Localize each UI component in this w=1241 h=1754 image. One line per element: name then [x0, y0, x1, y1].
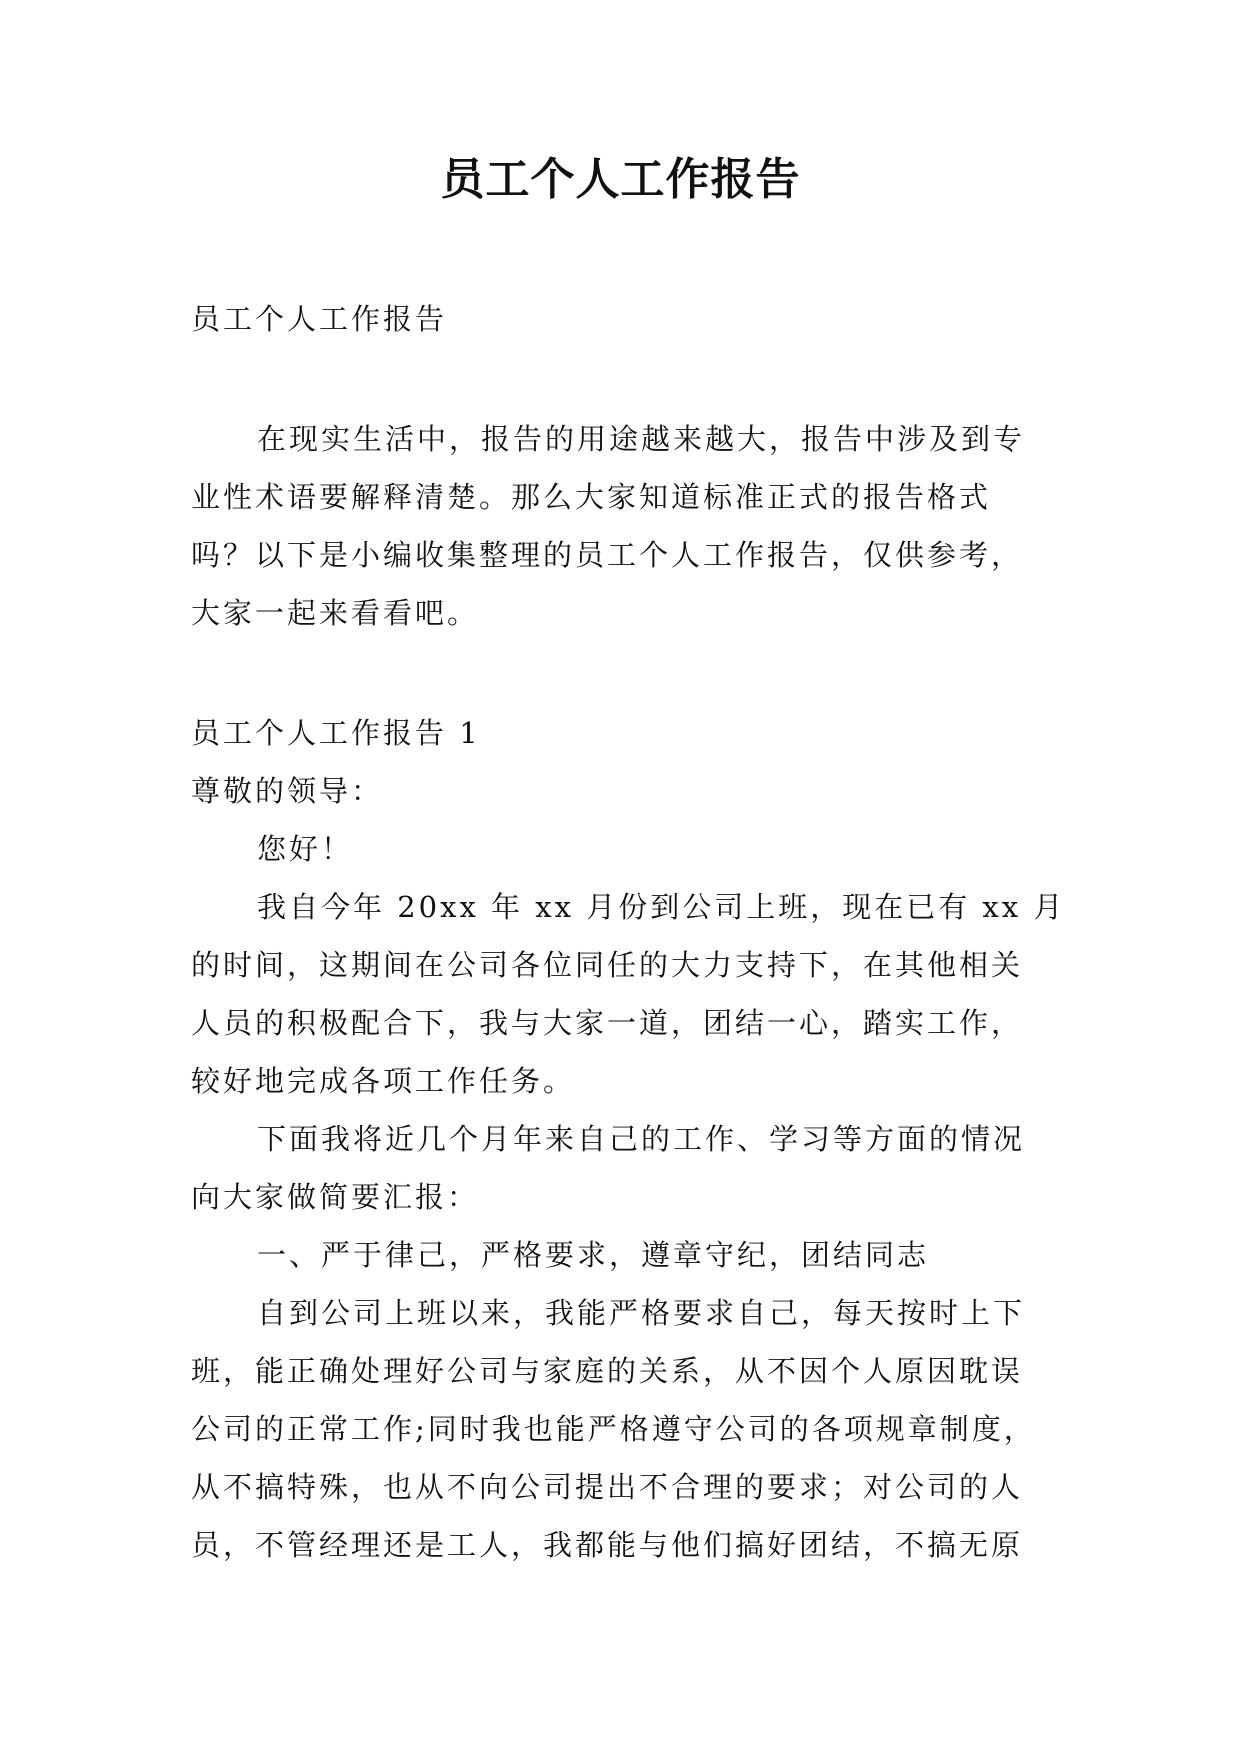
paragraph-line: 人员的积极配合下，我与大家一道，团结一心，踏实工作，	[191, 1006, 1024, 1040]
paragraph-line: 向大家做简要汇报：	[191, 1180, 480, 1214]
paragraph-line: 下面我将近几个月年来自己的工作、学习等方面的情况	[257, 1122, 1026, 1156]
salutation: 尊敬的领导：	[191, 774, 384, 808]
paragraph-line: 较好地完成各项工作任务。	[191, 1064, 576, 1098]
paragraph-line: 班，能正确处理好公司与家庭的关系，从不因个人原因耽误	[191, 1354, 1024, 1388]
paragraph-line: 的时间，这期间在公司各位同任的大力支持下，在其他相关	[191, 948, 1024, 982]
document-title: 员工个人工作报告	[440, 154, 801, 205]
section-heading: 一、严于律己，严格要求，遵章守纪，团结同志	[257, 1238, 930, 1272]
report-heading: 员工个人工作报告 1	[191, 716, 481, 750]
intro-line: 在现实生活中，报告的用途越来越大，报告中涉及到专	[257, 422, 1026, 456]
spacer	[191, 348, 1073, 410]
intro-line: 大家一起来看看吧。	[191, 596, 480, 630]
spacer	[191, 642, 1073, 704]
intro-line: 吗？以下是小编收集整理的员工个人工作报告，仅供参考，	[191, 538, 1024, 572]
greeting: 您好！	[257, 832, 354, 866]
intro-line: 业性术语要解释清楚。那么大家知道标准正式的报告格式	[191, 480, 992, 514]
paragraph-line: 我自今年 20xx 年 xx 月份到公司上班，现在已有 xx 月	[257, 890, 1066, 924]
paragraph-line: 从不搞特殊，也从不向公司提出不合理的要求；对公司的人	[191, 1470, 1024, 1504]
document-body	[191, 290, 1073, 1574]
paragraph-line: 自到公司上班以来，我能严格要求自己，每天按时上下	[257, 1296, 1026, 1330]
document-subtitle: 员工个人工作报告	[191, 302, 448, 336]
paragraph-line: 公司的正常工作;同时我也能严格遵守公司的各项规章制度，	[191, 1412, 1036, 1446]
paragraph-line: 员，不管经理还是工人，我都能与他们搞好团结，不搞无原	[191, 1528, 1024, 1562]
